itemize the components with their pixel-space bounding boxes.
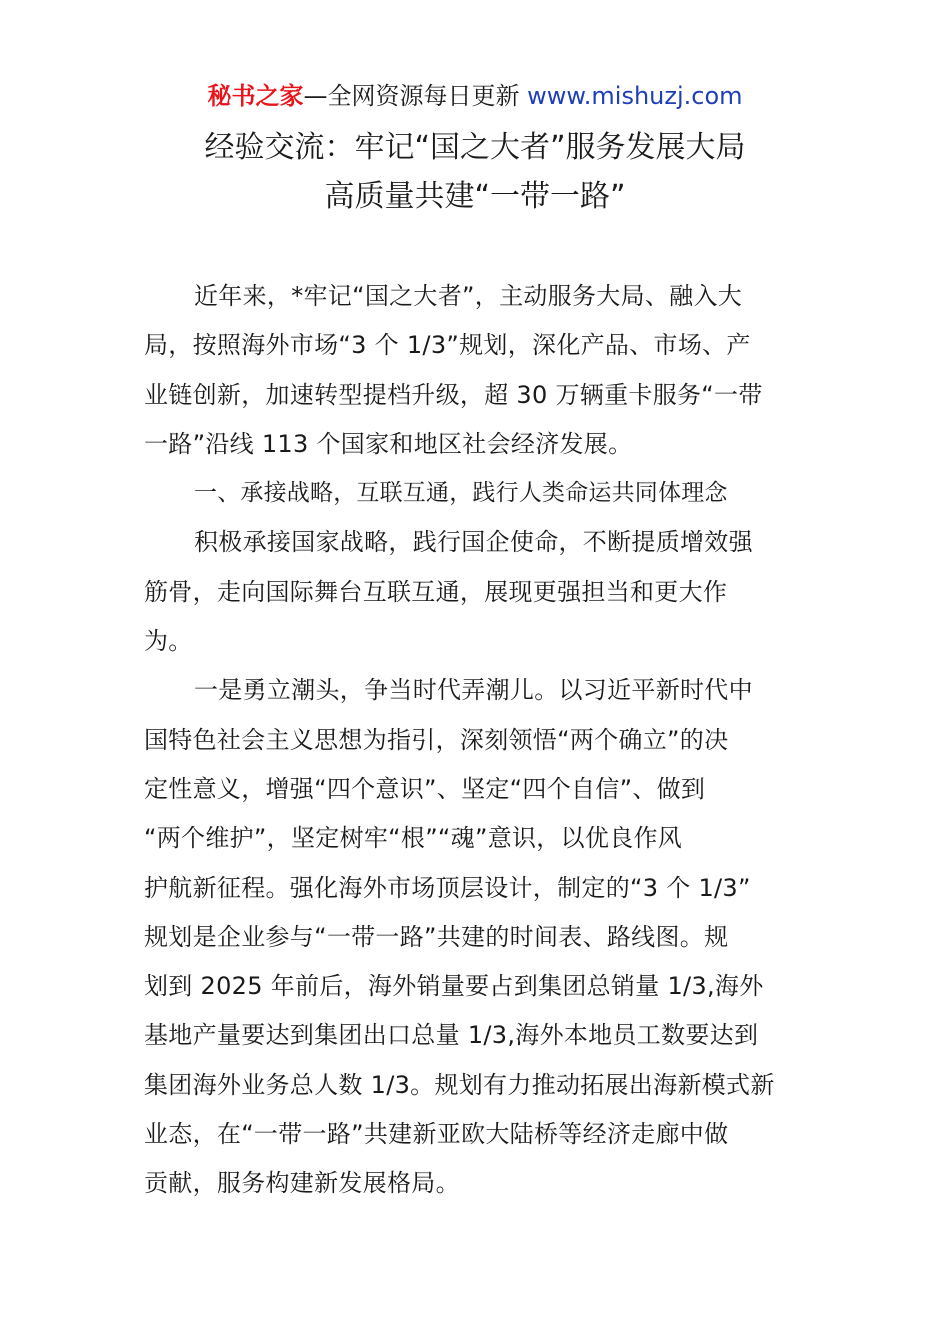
paragraph-3-line: 集团海外业务总人数 1/3。规划有力推动拓展出海新模式新 xyxy=(144,1070,775,1099)
paragraph-3-line: 基地产量要达到集团出口总量 1/3,海外本地员工数要达到 xyxy=(144,1021,759,1050)
paragraph-3-line: 护航新征程。强化海外市场顶层设计，制定的“3 个 1/3” xyxy=(144,873,751,902)
paragraph-2-line: 筋骨，走向国际舞台互联互通，展现更强担当和更大作 xyxy=(144,577,728,606)
paragraph-3-line: “两个维护”，坚定树牢“根”“魂”意识，以优良作风 xyxy=(144,824,683,853)
document-body xyxy=(144,272,808,1209)
paragraph-2-line: 积极承接国家战略，践行国企使命，不断提质增效强 xyxy=(194,528,753,557)
document-title-line-1: 经验交流：牢记“国之大者”服务发展大局 xyxy=(204,130,746,165)
document-title-line-2: 高质量共建“一带一路” xyxy=(324,179,626,214)
paragraph-3-line: 定性意义，增强“四个意识”、坚定“四个自信”、做到 xyxy=(144,774,706,803)
paragraph-3-line: 业态，在“一带一路”共建新亚欧大陆桥等经济走廊中做 xyxy=(144,1120,729,1149)
paragraph-3-line: 规划是企业参与“一带一路”共建的时间表、路线图。规 xyxy=(144,922,729,951)
section-heading-1: 一、承接战略，互联互通，践行人类命运共同体理念 xyxy=(194,480,728,507)
paragraph-2-line: 为。 xyxy=(144,627,193,656)
paragraph-1-line: 业链创新，加速转型提档升级，超 30 万辆重卡服务“一带 xyxy=(144,380,763,409)
paragraph-1-line: 局，按照海外市场“3 个 1/3”规划，深化产品、市场、产 xyxy=(144,331,751,360)
paragraph-3-line: 贡献，服务构建新发展格局。 xyxy=(144,1169,460,1198)
paragraph-3-line: 国特色社会主义思想为指引，深刻领悟“两个确立”的决 xyxy=(144,725,729,754)
paragraph-1-line: 一路”沿线 113 个国家和地区社会经济发展。 xyxy=(144,429,633,458)
paragraph-3-line: 划到 2025 年前后，海外销量要占到集团总销量 1/3,海外 xyxy=(144,972,764,1001)
brand-name: 秘书之家 xyxy=(207,82,304,110)
paragraph-1-line: 近年来，*牢记“国之大者”，主动服务大局、融入大 xyxy=(194,282,743,310)
site-banner xyxy=(0,80,950,112)
banner-tagline: —全网资源每日更新 xyxy=(303,82,528,110)
site-url-link[interactable]: www.mishuzj.com xyxy=(527,82,743,110)
paragraph-3-line: 一是勇立潮头，争当时代弄潮儿。以习近平新时代中 xyxy=(194,676,753,705)
